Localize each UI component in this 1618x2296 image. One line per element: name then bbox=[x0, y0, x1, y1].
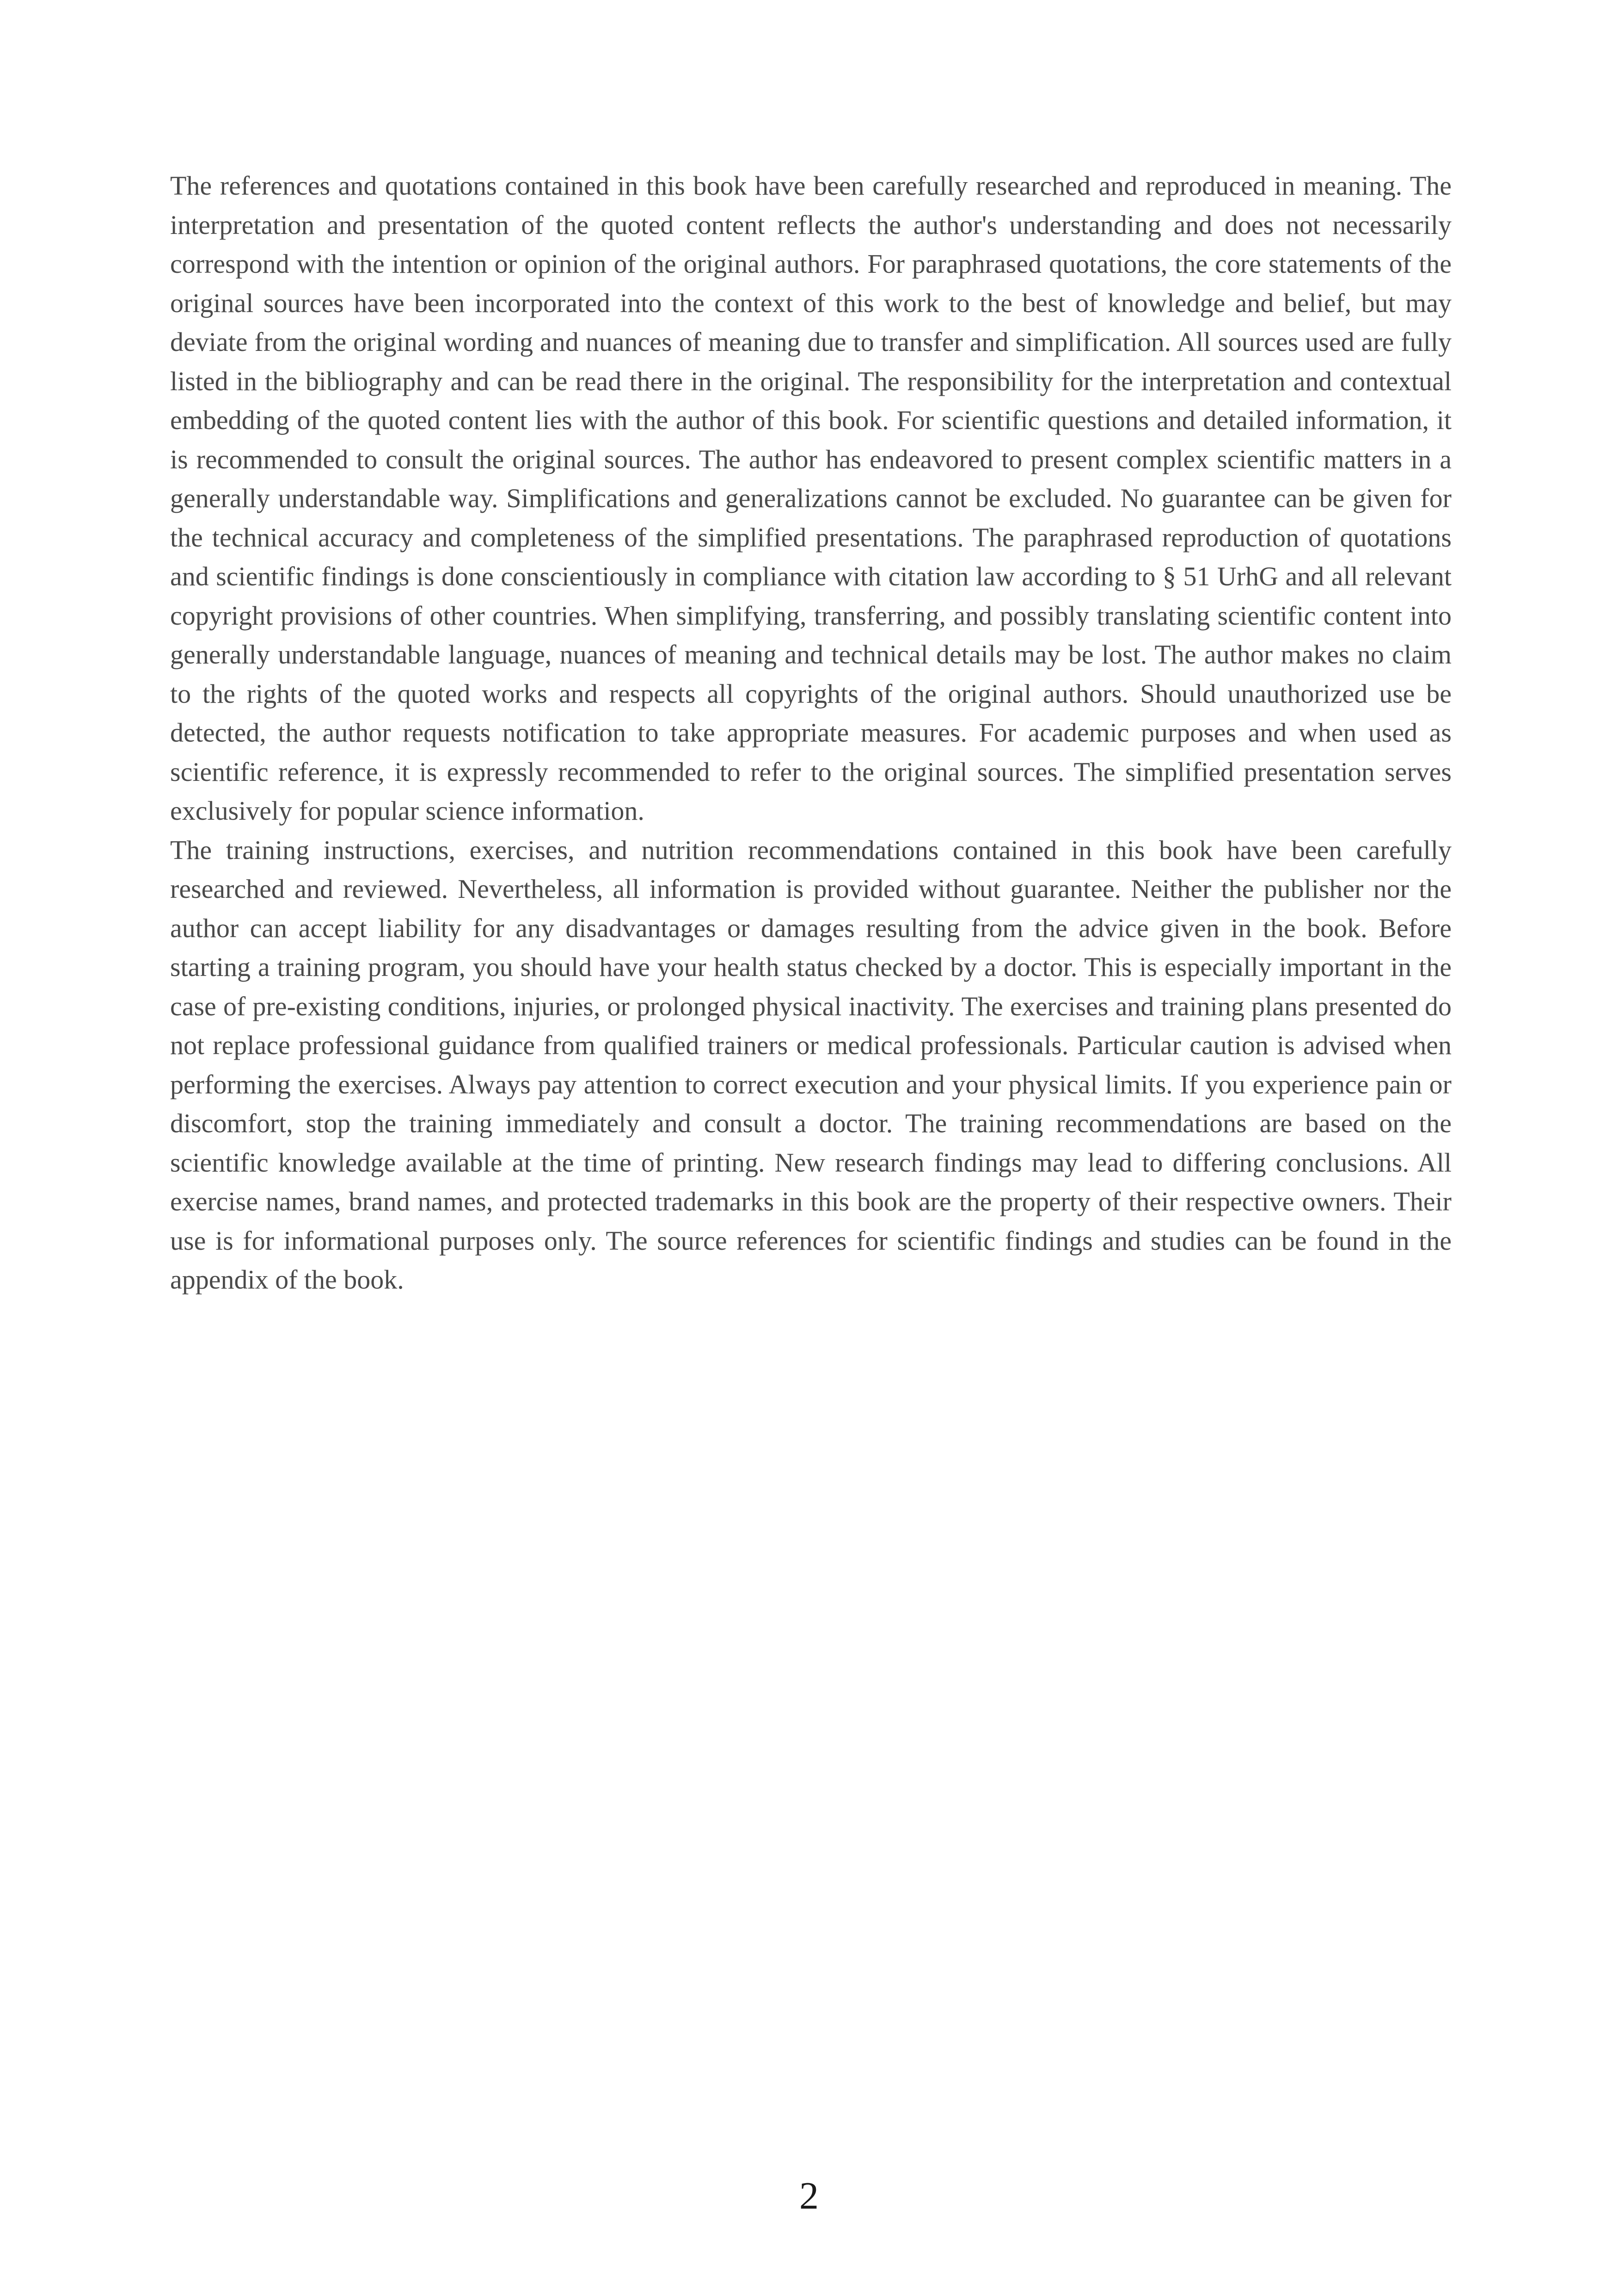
page-number: 2 bbox=[799, 2174, 819, 2217]
paragraph-training-disclaimer: The training instructions, exercises, and nutrition recommendations contained in this book have been carefully researched and reviewed. Nevertheless, all information is provided without guarantee. Neither the publisher nor the author can accept liability for any disadvantages or damages resulting from the advice given in the book. Before starting a training program, you should have your health status checked by a doctor. This is especially important in the case of pre-existing conditions, injuries, or prolonged physical inactivity. The exercises and training plans presented do not replace professional guidance from qualified trainers or medical professionals. Particular caution is advised when performing the exercises. Always pay attention to correct execution and your physical limits. If you experience pain or discomfort, stop the training immediately and consult a doctor. The training recommendations are based on the scientific knowledge available at the time of printing. New research findings may lead to differing conclusions. All exercise names, brand names, and protected trademarks in this book are the property of their respective owners. Their use is for informational purposes only. The source references for scientific findings and studies can be found in the appendix of the book. bbox=[170, 835, 1452, 1295]
paragraph-citations-disclaimer: The references and quotations contained in this book have been carefully researched and reproduced in meaning. The interpretation and presentation of the quoted content reflects the author's understanding and does not necessarily correspond with the intention or opinion of the original authors. For paraphrased quotations, the core statements of the original sources have been incorporated into the context of this work to the best of knowledge and belief, but may deviate from the original wording and nuances of meaning due to transfer and simplification. All sources used are fully listed in the bibliography and can be read there in the original. The responsibility for the interpretation and contextual embedding of the quoted content lies with the author of this book. For scientific questions and detailed information, it is recommended to consult the original sources. The author has endeavored to present complex scientific matters in a generally understandable way. Simplifications and generalizations cannot be excluded. No guarantee can be given for the technical accuracy and completeness of the simplified presentations. The paraphrased reproduction of quotations and scientific findings is done conscientiously in compliance with citation law according to § 51 UrhG and all relevant copyright provisions of other countries. When simplifying, transferring, and possibly translating scientific content into generally understandable language, nuances of meaning and technical details may be lost. The author makes no claim to the rights of the quoted works and respects all copyrights of the original authors. Should unauthorized use be detected, the author requests notification to take appropriate measures. For academic purposes and when used as scientific reference, it is expressly recommended to refer to the original sources. The simplified presentation serves exclusively for popular science information. bbox=[170, 171, 1452, 826]
body-text bbox=[170, 166, 1452, 1300]
